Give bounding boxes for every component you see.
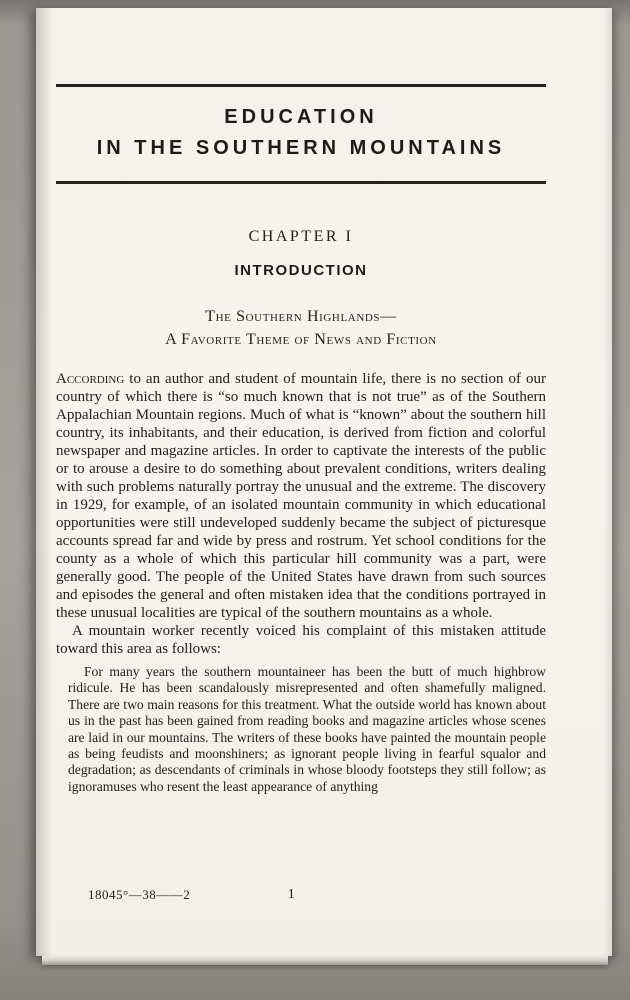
block-quote: For many years the southern mountaineer has been the butt of much highbrow ridicule. He has been scandalously misrepresented and often shamefully maligned. There are two main reasons for this treatment. What the outside world has known about us in the past has been gained from reading books and magazine articles whose scenes are laid in our mountains. The writers of these books have painted the mountain people as being feudists and moonshiners; as ignorant people living in fearful squalor and degradation; as descendants of criminals in whose bloody footsteps they still follow; as ignoramuses who resent the least appearance of anything [68,664,546,794]
book-title-line-2: IN THE SOUTHERN MOUNTAINS [96,137,506,159]
paragraph-1-lead-word: According [56,371,125,387]
top-rule [56,84,546,87]
paragraph-1-text: to an author and student of mountain life, there is no section of our country of which there is “so much known that is not true” as of the Southern Appalachian Mountain regions. Much of what is “known” about the southern hill country, its inhabitants, and their education, is derived from fiction and colorful newspaper and magazine articles. In order to captivate the interests of the public or to arouse a desire to do something about prevalent conditions, writers dealing with such problems naturally portray the unusual and the extreme. The discovery in 1929, for example, of an isolated mountain community in which educational opportunities were still undeveloped suddenly became the subject of picturesque accounts spread far and wide by press and rostrum. Yet school conditions for the county as a whole of which this particular hill community was a part, were generally good. The people of the United States have drawn from such sources and episodes the general and often mistaken idea that the conditions portrayed in these unusual localities are typical of the southern mountains as a whole. [56,371,546,621]
book-title [56,102,546,164]
section-heading-line-1: The Southern Highlands— [205,308,397,325]
paragraph-1 [56,370,546,622]
paragraph-2: A mountain worker recently voiced his complaint of this mistaken attitude toward this area as follows: [56,623,546,657]
book-page-bottom-edges [42,956,608,965]
bottom-rule [56,181,546,184]
section-heading [56,305,546,351]
section-heading-line-2: A Favorite Theme of News and Fiction [165,331,437,348]
chapter-heading: CHAPTER I [248,228,354,245]
printers-mark: 18045°—38——2 [88,887,191,902]
book-page [36,8,612,956]
chapter-title: INTRODUCTION [234,262,368,279]
page-content [56,8,546,956]
page-number: 1 [287,887,295,902]
book-title-line-1: EDUCATION [224,106,378,128]
